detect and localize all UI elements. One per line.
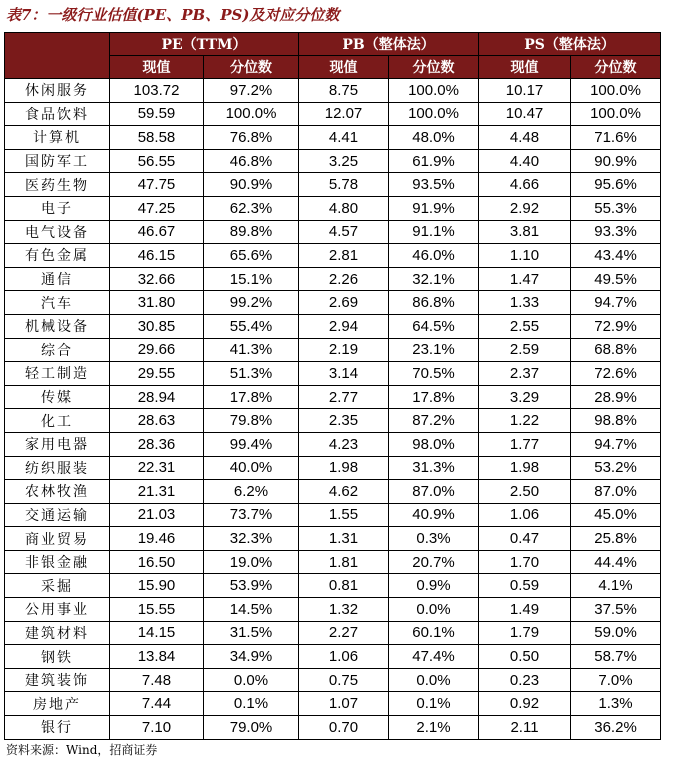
pb-current-cell: 2.26 <box>299 267 389 291</box>
industry-name-cell: 食品饮料 <box>5 102 110 126</box>
pe-current-cell: 28.36 <box>110 432 204 456</box>
ps-group-header: PS（整体法） <box>479 33 661 56</box>
table-row <box>5 314 661 338</box>
industry-name-cell: 医药生物 <box>5 173 110 197</box>
pe-current-cell: 16.50 <box>110 550 204 574</box>
pb-current-cell: 1.06 <box>299 645 389 669</box>
pe-current-cell: 31.80 <box>110 291 204 315</box>
pb-percentile-cell: 87.0% <box>389 480 479 504</box>
table-row <box>5 102 661 126</box>
industry-name-cell: 房地产 <box>5 692 110 716</box>
pb-percentile-cell: 61.9% <box>389 149 479 173</box>
pb-current-cell: 2.35 <box>299 409 389 433</box>
pe-current-cell: 46.15 <box>110 244 204 268</box>
table-row <box>5 267 661 291</box>
table-row <box>5 574 661 598</box>
pb-current-cell: 12.07 <box>299 102 389 126</box>
pe-percentile-cell: 65.6% <box>204 244 299 268</box>
industry-name-cell: 钢铁 <box>5 645 110 669</box>
ps-current-cell: 2.55 <box>479 314 571 338</box>
ps-current-cell: 1.98 <box>479 456 571 480</box>
pb-percentile-cell: 48.0% <box>389 126 479 150</box>
pe-group-header: PE（TTM） <box>110 33 299 56</box>
table-row <box>5 362 661 386</box>
ps-current-cell: 1.77 <box>479 432 571 456</box>
pb-current-cell: 1.07 <box>299 692 389 716</box>
pb-percentile-cell: 91.1% <box>389 220 479 244</box>
industry-name-cell: 非银金融 <box>5 550 110 574</box>
table-row <box>5 598 661 622</box>
pe-percentile-cell: 73.7% <box>204 503 299 527</box>
pb-percentile-cell: 46.0% <box>389 244 479 268</box>
pe-current-cell: 32.66 <box>110 267 204 291</box>
pe-percentile-cell: 99.4% <box>204 432 299 456</box>
ps-current-cell: 1.33 <box>479 291 571 315</box>
pe-current-cell: 28.94 <box>110 385 204 409</box>
table-row <box>5 668 661 692</box>
industry-name-cell: 机械设备 <box>5 314 110 338</box>
pe-percentile-header: 分位数 <box>204 56 299 79</box>
pb-current-cell: 2.94 <box>299 314 389 338</box>
pe-current-cell: 28.63 <box>110 409 204 433</box>
pb-percentile-cell: 47.4% <box>389 645 479 669</box>
table-row <box>5 692 661 716</box>
ps-current-cell: 0.23 <box>479 668 571 692</box>
industry-name-cell: 纺织服装 <box>5 456 110 480</box>
pe-percentile-cell: 90.9% <box>204 173 299 197</box>
pb-percentile-cell: 31.3% <box>389 456 479 480</box>
pe-current-cell: 47.25 <box>110 196 204 220</box>
pb-current-cell: 3.25 <box>299 149 389 173</box>
ps-percentile-cell: 59.0% <box>571 621 661 645</box>
pb-percentile-cell: 60.1% <box>389 621 479 645</box>
industry-name-cell: 商业贸易 <box>5 527 110 551</box>
pe-percentile-cell: 41.3% <box>204 338 299 362</box>
industry-name-cell: 建筑材料 <box>5 621 110 645</box>
ps-current-cell: 4.40 <box>479 149 571 173</box>
pe-current-cell: 58.58 <box>110 126 204 150</box>
ps-percentile-cell: 71.6% <box>571 126 661 150</box>
ps-percentile-cell: 1.3% <box>571 692 661 716</box>
table-row <box>5 149 661 173</box>
pe-percentile-cell: 100.0% <box>204 102 299 126</box>
ps-percentile-cell: 43.4% <box>571 244 661 268</box>
ps-percentile-cell: 25.8% <box>571 527 661 551</box>
pb-current-cell: 2.19 <box>299 338 389 362</box>
ps-percentile-cell: 100.0% <box>571 79 661 103</box>
table-row <box>5 220 661 244</box>
pb-percentile-cell: 0.1% <box>389 692 479 716</box>
industry-name-cell: 通信 <box>5 267 110 291</box>
pe-current-cell: 13.84 <box>110 645 204 669</box>
pb-current-cell: 1.81 <box>299 550 389 574</box>
ps-current-cell: 1.70 <box>479 550 571 574</box>
pe-current-cell: 7.44 <box>110 692 204 716</box>
ps-current-cell: 2.50 <box>479 480 571 504</box>
pb-current-cell: 0.75 <box>299 668 389 692</box>
pb-group-header: PB（整体法） <box>299 33 479 56</box>
pe-percentile-cell: 97.2% <box>204 79 299 103</box>
ps-percentile-cell: 7.0% <box>571 668 661 692</box>
industry-name-cell: 休闲服务 <box>5 79 110 103</box>
table-row <box>5 480 661 504</box>
pe-percentile-cell: 79.8% <box>204 409 299 433</box>
pe-percentile-cell: 51.3% <box>204 362 299 386</box>
pb-current-header: 现值 <box>299 56 389 79</box>
table-row <box>5 409 661 433</box>
ps-current-cell: 1.10 <box>479 244 571 268</box>
industry-name-cell: 交通运输 <box>5 503 110 527</box>
pe-percentile-cell: 32.3% <box>204 527 299 551</box>
pe-percentile-cell: 99.2% <box>204 291 299 315</box>
pe-current-cell: 29.66 <box>110 338 204 362</box>
industry-name-cell: 电子 <box>5 196 110 220</box>
ps-current-cell: 10.47 <box>479 102 571 126</box>
ps-percentile-cell: 87.0% <box>571 480 661 504</box>
pe-percentile-cell: 19.0% <box>204 550 299 574</box>
ps-current-cell: 10.17 <box>479 79 571 103</box>
pb-percentile-cell: 40.9% <box>389 503 479 527</box>
pb-current-cell: 0.70 <box>299 716 389 740</box>
ps-current-header: 现值 <box>479 56 571 79</box>
ps-current-cell: 1.06 <box>479 503 571 527</box>
pe-percentile-cell: 62.3% <box>204 196 299 220</box>
ps-current-cell: 1.47 <box>479 267 571 291</box>
pe-current-cell: 22.31 <box>110 456 204 480</box>
ps-current-cell: 1.79 <box>479 621 571 645</box>
table-row <box>5 173 661 197</box>
ps-current-cell: 1.49 <box>479 598 571 622</box>
pe-current-cell: 59.59 <box>110 102 204 126</box>
table-row <box>5 291 661 315</box>
pb-current-cell: 4.23 <box>299 432 389 456</box>
table-body <box>5 79 661 740</box>
ps-percentile-cell: 4.1% <box>571 574 661 598</box>
table-row <box>5 126 661 150</box>
ps-percentile-cell: 45.0% <box>571 503 661 527</box>
pb-percentile-cell: 87.2% <box>389 409 479 433</box>
industry-name-cell: 化工 <box>5 409 110 433</box>
ps-percentile-cell: 90.9% <box>571 149 661 173</box>
pe-percentile-cell: 6.2% <box>204 480 299 504</box>
pe-percentile-cell: 0.0% <box>204 668 299 692</box>
industry-name-cell: 国防军工 <box>5 149 110 173</box>
pb-current-cell: 2.27 <box>299 621 389 645</box>
ps-percentile-cell: 93.3% <box>571 220 661 244</box>
ps-percentile-cell: 100.0% <box>571 102 661 126</box>
pb-percentile-cell: 0.3% <box>389 527 479 551</box>
ps-current-cell: 4.66 <box>479 173 571 197</box>
table-row <box>5 621 661 645</box>
table-row <box>5 432 661 456</box>
pb-current-cell: 1.98 <box>299 456 389 480</box>
industry-name-cell: 综合 <box>5 338 110 362</box>
ps-current-cell: 0.47 <box>479 527 571 551</box>
pe-current-cell: 21.31 <box>110 480 204 504</box>
pe-current-cell: 14.15 <box>110 621 204 645</box>
ps-percentile-cell: 55.3% <box>571 196 661 220</box>
pe-current-cell: 7.48 <box>110 668 204 692</box>
pb-current-cell: 2.81 <box>299 244 389 268</box>
ps-current-cell: 2.11 <box>479 716 571 740</box>
pe-current-cell: 46.67 <box>110 220 204 244</box>
industry-name-cell: 有色金属 <box>5 244 110 268</box>
ps-percentile-cell: 49.5% <box>571 267 661 291</box>
pe-percentile-cell: 17.8% <box>204 385 299 409</box>
pe-percentile-cell: 53.9% <box>204 574 299 598</box>
pb-current-cell: 4.57 <box>299 220 389 244</box>
pb-current-cell: 2.69 <box>299 291 389 315</box>
pe-percentile-cell: 15.1% <box>204 267 299 291</box>
pe-percentile-cell: 79.0% <box>204 716 299 740</box>
industry-name-cell: 银行 <box>5 716 110 740</box>
pe-percentile-cell: 55.4% <box>204 314 299 338</box>
ps-percentile-cell: 72.9% <box>571 314 661 338</box>
pb-current-cell: 2.77 <box>299 385 389 409</box>
table-row <box>5 196 661 220</box>
industry-name-cell: 公用事业 <box>5 598 110 622</box>
pb-percentile-cell: 17.8% <box>389 385 479 409</box>
table-row <box>5 244 661 268</box>
ps-current-cell: 0.50 <box>479 645 571 669</box>
pe-current-cell: 47.75 <box>110 173 204 197</box>
industry-name-cell: 电气设备 <box>5 220 110 244</box>
ps-percentile-header: 分位数 <box>571 56 661 79</box>
pb-percentile-header: 分位数 <box>389 56 479 79</box>
pb-percentile-cell: 0.0% <box>389 598 479 622</box>
pe-percentile-cell: 31.5% <box>204 621 299 645</box>
ps-percentile-cell: 37.5% <box>571 598 661 622</box>
pb-percentile-cell: 32.1% <box>389 267 479 291</box>
pe-current-header: 现值 <box>110 56 204 79</box>
ps-percentile-cell: 58.7% <box>571 645 661 669</box>
ps-percentile-cell: 28.9% <box>571 385 661 409</box>
ps-percentile-cell: 53.2% <box>571 456 661 480</box>
ps-current-cell: 1.22 <box>479 409 571 433</box>
corner-header-cell <box>5 33 110 79</box>
pb-current-cell: 1.32 <box>299 598 389 622</box>
pe-current-cell: 7.10 <box>110 716 204 740</box>
industry-name-cell: 农林牧渔 <box>5 480 110 504</box>
pe-current-cell: 15.90 <box>110 574 204 598</box>
pb-percentile-cell: 91.9% <box>389 196 479 220</box>
pb-current-cell: 5.78 <box>299 173 389 197</box>
pb-current-cell: 4.80 <box>299 196 389 220</box>
pb-percentile-cell: 0.0% <box>389 668 479 692</box>
table-row <box>5 550 661 574</box>
table-row <box>5 645 661 669</box>
pb-current-cell: 0.81 <box>299 574 389 598</box>
pe-percentile-cell: 76.8% <box>204 126 299 150</box>
table-row <box>5 385 661 409</box>
pb-current-cell: 8.75 <box>299 79 389 103</box>
pb-percentile-cell: 86.8% <box>389 291 479 315</box>
ps-current-cell: 3.81 <box>479 220 571 244</box>
pb-current-cell: 1.31 <box>299 527 389 551</box>
pe-percentile-cell: 46.8% <box>204 149 299 173</box>
table-row <box>5 338 661 362</box>
pb-current-cell: 1.55 <box>299 503 389 527</box>
pb-current-cell: 4.41 <box>299 126 389 150</box>
pb-percentile-cell: 64.5% <box>389 314 479 338</box>
pb-percentile-cell: 93.5% <box>389 173 479 197</box>
ps-current-cell: 2.59 <box>479 338 571 362</box>
ps-current-cell: 2.92 <box>479 196 571 220</box>
valuation-table <box>4 32 661 740</box>
pb-current-cell: 4.62 <box>299 480 389 504</box>
table-row <box>5 716 661 740</box>
table-row <box>5 456 661 480</box>
ps-percentile-cell: 68.8% <box>571 338 661 362</box>
ps-current-cell: 3.29 <box>479 385 571 409</box>
table-row <box>5 527 661 551</box>
industry-name-cell: 计算机 <box>5 126 110 150</box>
pe-percentile-cell: 89.8% <box>204 220 299 244</box>
ps-current-cell: 0.92 <box>479 692 571 716</box>
ps-current-cell: 4.48 <box>479 126 571 150</box>
pe-percentile-cell: 14.5% <box>204 598 299 622</box>
pb-current-cell: 3.14 <box>299 362 389 386</box>
pe-current-cell: 29.55 <box>110 362 204 386</box>
table-title: 表7：一级行业估值(PE、PB、PS)及对应分位数 <box>6 6 340 24</box>
ps-percentile-cell: 44.4% <box>571 550 661 574</box>
pe-current-cell: 19.46 <box>110 527 204 551</box>
ps-percentile-cell: 94.7% <box>571 432 661 456</box>
pe-percentile-cell: 0.1% <box>204 692 299 716</box>
ps-percentile-cell: 36.2% <box>571 716 661 740</box>
pb-percentile-cell: 2.1% <box>389 716 479 740</box>
pe-current-cell: 30.85 <box>110 314 204 338</box>
table-row <box>5 79 661 103</box>
ps-current-cell: 2.37 <box>479 362 571 386</box>
pe-current-cell: 103.72 <box>110 79 204 103</box>
ps-percentile-cell: 98.8% <box>571 409 661 433</box>
pe-current-cell: 56.55 <box>110 149 204 173</box>
industry-name-cell: 传媒 <box>5 385 110 409</box>
ps-percentile-cell: 94.7% <box>571 291 661 315</box>
source-note: 资料来源：Wind，招商证券 <box>6 743 158 757</box>
ps-percentile-cell: 95.6% <box>571 173 661 197</box>
pb-percentile-cell: 70.5% <box>389 362 479 386</box>
pb-percentile-cell: 20.7% <box>389 550 479 574</box>
pb-percentile-cell: 100.0% <box>389 79 479 103</box>
ps-percentile-cell: 72.6% <box>571 362 661 386</box>
pb-percentile-cell: 23.1% <box>389 338 479 362</box>
table-row <box>5 503 661 527</box>
pe-current-cell: 15.55 <box>110 598 204 622</box>
pe-percentile-cell: 40.0% <box>204 456 299 480</box>
pe-current-cell: 21.03 <box>110 503 204 527</box>
pe-percentile-cell: 34.9% <box>204 645 299 669</box>
pb-percentile-cell: 0.9% <box>389 574 479 598</box>
industry-name-cell: 采掘 <box>5 574 110 598</box>
pb-percentile-cell: 98.0% <box>389 432 479 456</box>
industry-name-cell: 建筑装饰 <box>5 668 110 692</box>
industry-name-cell: 家用电器 <box>5 432 110 456</box>
industry-name-cell: 汽车 <box>5 291 110 315</box>
industry-name-cell: 轻工制造 <box>5 362 110 386</box>
ps-current-cell: 0.59 <box>479 574 571 598</box>
pb-percentile-cell: 100.0% <box>389 102 479 126</box>
group-header-row <box>5 33 661 56</box>
